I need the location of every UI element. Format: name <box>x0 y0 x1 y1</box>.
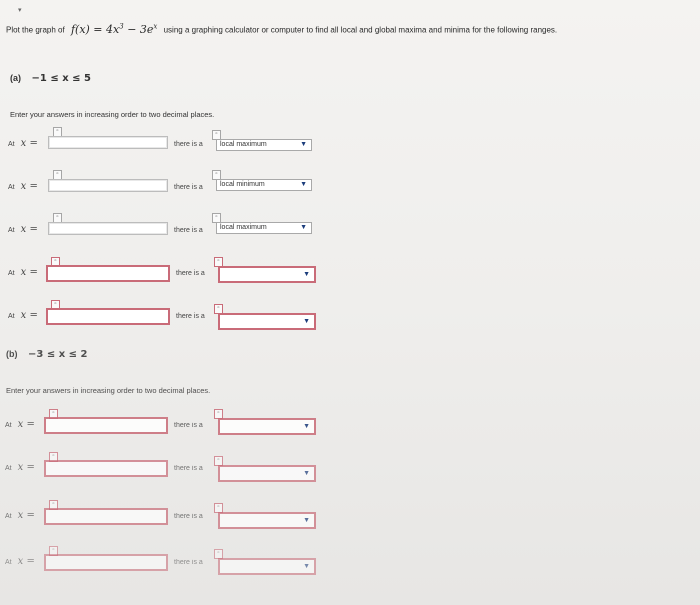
flag-icon[interactable]: ▫ <box>212 170 221 180</box>
flag-icon[interactable]: ▫ <box>214 409 223 419</box>
flag-icon[interactable]: ▫ <box>214 503 223 513</box>
function-tail-exponent: x <box>153 22 158 30</box>
at-x-label <box>8 181 38 192</box>
flag-icon[interactable]: ▫ <box>212 213 221 223</box>
x-value-input[interactable] <box>46 265 170 282</box>
part-b-range: −3 ≤ x ≤ 2 <box>28 349 88 360</box>
dropdown-arrow-icon: ▼ <box>300 141 307 148</box>
extremum-type-dropdown[interactable] <box>216 139 312 151</box>
flag-icon[interactable]: ▫ <box>49 409 58 419</box>
x-value-input[interactable] <box>48 222 168 235</box>
flag-icon[interactable]: ▫ <box>214 257 223 267</box>
at-label-text: At <box>8 313 15 320</box>
part-b-heading <box>6 349 87 360</box>
dropdown-selected-value: local maximum <box>220 224 267 231</box>
at-x-label <box>5 462 35 473</box>
at-label-text: At <box>8 184 15 191</box>
intro-prefix: Plot the graph of <box>6 25 65 35</box>
extremum-type-dropdown[interactable] <box>216 222 312 234</box>
there-is-a-label: there is a <box>174 559 203 566</box>
function-main: f(x) = 4x <box>70 22 120 36</box>
flag-icon[interactable]: ▫ <box>51 300 60 310</box>
x-equals-label: x = <box>20 181 38 192</box>
part-a-range: −1 ≤ x ≤ 5 <box>31 73 91 84</box>
at-label-text: At <box>5 559 12 566</box>
x-equals-label: x = <box>20 267 38 278</box>
extremum-type-dropdown[interactable] <box>218 558 316 575</box>
at-x-label <box>8 138 38 149</box>
there-is-a-label: there is a <box>174 141 203 148</box>
there-is-a-label: there is a <box>174 227 203 234</box>
dropdown-arrow-icon: ▼ <box>303 318 310 325</box>
at-x-label <box>8 267 38 278</box>
at-x-label <box>5 510 35 521</box>
there-is-a-label: there is a <box>176 313 205 320</box>
x-equals-label: x = <box>17 510 35 521</box>
dropdown-arrow-icon: ▼ <box>303 271 310 278</box>
there-is-a-label: there is a <box>174 465 203 472</box>
part-a-heading <box>10 73 91 84</box>
x-value-input[interactable] <box>46 308 170 325</box>
x-value-input[interactable] <box>48 179 168 192</box>
x-value-input[interactable] <box>44 554 168 571</box>
flag-icon[interactable]: ▫ <box>49 500 58 510</box>
function-expression <box>71 23 157 36</box>
intro-suffix: using a graphing calculator or computer to find all local and global maxima and minima for the following ranges. <box>163 25 558 35</box>
part-a-instructions: Enter your answers in increasing order to two decimal places. <box>10 110 215 119</box>
extremum-type-dropdown[interactable] <box>218 266 316 283</box>
there-is-a-label: there is a <box>174 422 203 429</box>
flag-icon[interactable]: ▫ <box>49 452 58 462</box>
corner-marker-icon: ▾ <box>18 7 22 14</box>
at-x-label <box>5 556 35 567</box>
flag-icon[interactable]: ▫ <box>212 130 221 140</box>
extremum-type-dropdown[interactable] <box>218 418 316 435</box>
part-a-label: (a) <box>10 73 21 83</box>
at-label-text: At <box>8 270 15 277</box>
there-is-a-label: there is a <box>174 184 203 191</box>
at-label-text: At <box>8 141 15 148</box>
there-is-a-label: there is a <box>174 513 203 520</box>
x-equals-label: x = <box>17 556 35 567</box>
x-value-input[interactable] <box>44 508 168 525</box>
at-label-text: At <box>5 422 12 429</box>
x-value-input[interactable] <box>44 460 168 477</box>
at-x-label <box>5 419 35 430</box>
x-equals-label: x = <box>17 419 35 430</box>
part-b-label: (b) <box>6 349 18 359</box>
at-label-text: At <box>5 513 12 520</box>
x-equals-label: x = <box>17 462 35 473</box>
x-equals-label: x = <box>20 224 38 235</box>
flag-icon[interactable]: ▫ <box>53 170 62 180</box>
flag-icon[interactable]: ▫ <box>214 456 223 466</box>
function-exponent: 3 <box>119 22 124 30</box>
flag-icon[interactable]: ▫ <box>214 549 223 559</box>
dropdown-arrow-icon: ▼ <box>303 517 310 524</box>
extremum-type-dropdown[interactable] <box>218 512 316 529</box>
flag-icon[interactable]: ▫ <box>51 257 60 267</box>
problem-statement <box>6 22 557 36</box>
dropdown-selected-value: local minimum <box>220 181 265 188</box>
extremum-type-dropdown[interactable] <box>218 313 316 330</box>
dropdown-arrow-icon: ▼ <box>303 470 310 477</box>
dropdown-arrow-icon: ▼ <box>300 224 307 231</box>
flag-icon[interactable]: ▫ <box>214 304 223 314</box>
x-value-input[interactable] <box>44 417 168 434</box>
extremum-type-dropdown[interactable] <box>218 465 316 482</box>
dropdown-arrow-icon: ▼ <box>303 563 310 570</box>
x-equals-label: x = <box>20 310 38 321</box>
x-equals-label: x = <box>20 138 38 149</box>
flag-icon[interactable]: ▫ <box>53 127 62 137</box>
at-x-label <box>8 310 38 321</box>
at-label-text: At <box>8 227 15 234</box>
dropdown-selected-value: local maximum <box>220 141 267 148</box>
x-value-input[interactable] <box>48 136 168 149</box>
dropdown-arrow-icon: ▼ <box>303 423 310 430</box>
there-is-a-label: there is a <box>176 270 205 277</box>
part-b-instructions: Enter your answers in increasing order to two decimal places. <box>6 386 211 395</box>
flag-icon[interactable]: ▫ <box>53 213 62 223</box>
function-tail: − 3e <box>123 22 154 36</box>
at-x-label <box>8 224 38 235</box>
flag-icon[interactable]: ▫ <box>49 546 58 556</box>
dropdown-arrow-icon: ▼ <box>300 181 307 188</box>
extremum-type-dropdown[interactable] <box>216 179 312 191</box>
at-label-text: At <box>5 465 12 472</box>
